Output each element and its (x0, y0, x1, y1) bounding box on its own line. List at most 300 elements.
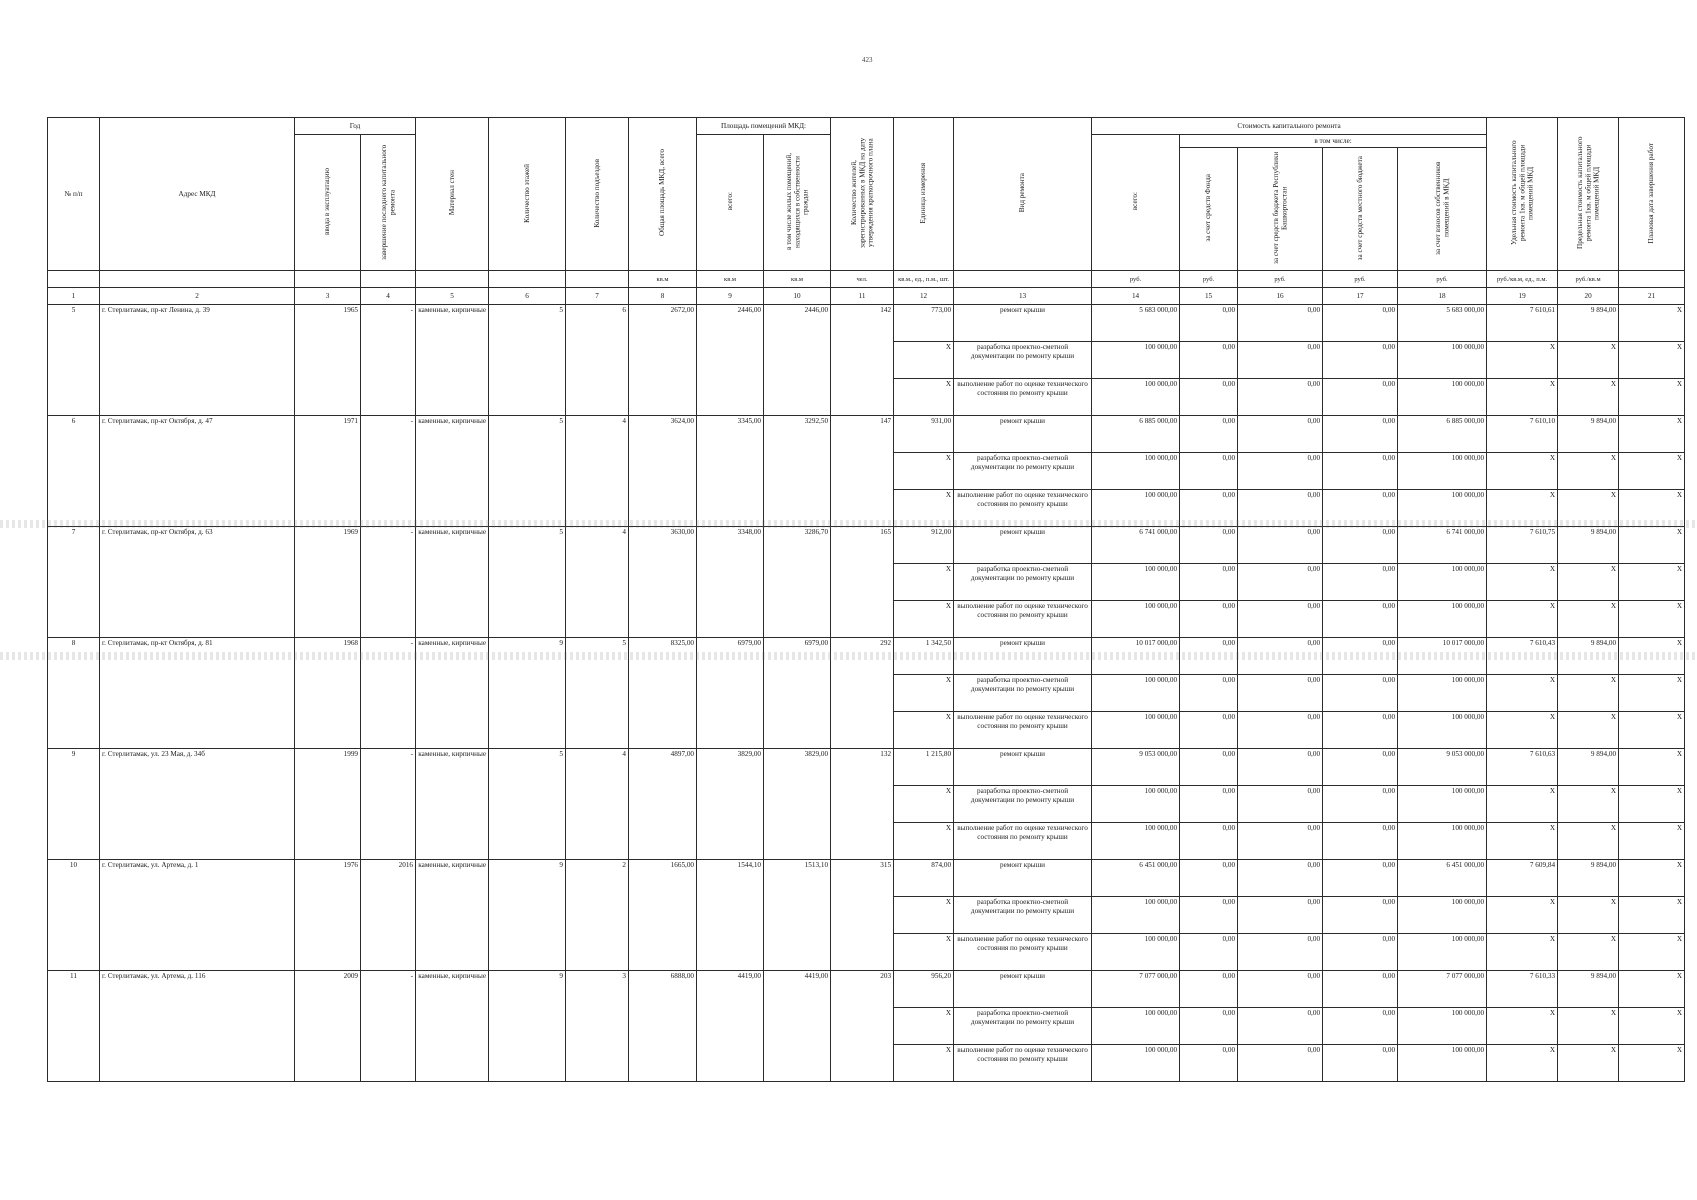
repair-type-cell: выполнение работ по оценке технического состояния по ремонту крыши (954, 379, 1092, 416)
cost-total-cell: 9 053 000,00 (1092, 749, 1180, 786)
max-cost-cell: X (1558, 564, 1619, 601)
cost-republic-cell: 0,00 (1238, 601, 1323, 638)
cost-local-cell: 0,00 (1323, 416, 1398, 453)
unit-cost-cell: 7 610,63 (1487, 749, 1558, 786)
unit-cell: кв.м., ед., п.м., шт. (894, 271, 954, 288)
quantity-cell: X (894, 601, 954, 638)
cost-fund-cell: 0,00 (1180, 416, 1238, 453)
header-cost-total: всего: (1092, 135, 1180, 271)
cost-republic-cell: 0,00 (1238, 527, 1323, 564)
cost-republic-cell: 0,00 (1238, 897, 1323, 934)
cost-republic-cell: 0,00 (1238, 823, 1323, 860)
unit-cell: кв.м (697, 271, 764, 288)
cost-local-cell: 0,00 (1323, 823, 1398, 860)
header-floors: Количество этажей (489, 118, 566, 271)
cost-owners-cell: 100 000,00 (1398, 712, 1487, 749)
header-wall-material: Материал стен (416, 118, 489, 271)
area-all-cell: 6979,00 (697, 638, 764, 749)
address-cell: г. Стерлитамак, ул. 23 Мая, д. 34б (100, 749, 295, 860)
address-cell: г. Стерлитамак, пр-кт Ленина, д. 39 (100, 305, 295, 416)
area-residential-cell: 6979,00 (764, 638, 831, 749)
cost-total-cell: 100 000,00 (1092, 934, 1180, 971)
cost-total-cell: 100 000,00 (1092, 490, 1180, 527)
quantity-cell: X (894, 564, 954, 601)
area-residential-cell: 3292,50 (764, 416, 831, 527)
max-cost-cell: X (1558, 823, 1619, 860)
cost-local-cell: 0,00 (1323, 490, 1398, 527)
quantity-cell: 912,00 (894, 527, 954, 564)
residents-cell: 203 (831, 971, 894, 1082)
deadline-cell: X (1619, 342, 1685, 379)
max-cost-cell: 9 894,00 (1558, 305, 1619, 342)
cost-republic-cell: 0,00 (1238, 712, 1323, 749)
column-number-cell: 3 (295, 288, 361, 305)
cost-fund-cell: 0,00 (1180, 823, 1238, 860)
cost-republic-cell: 0,00 (1238, 971, 1323, 1008)
header-deadline: Плановая дата завершения работ (1619, 118, 1685, 271)
cost-total-cell: 100 000,00 (1092, 1008, 1180, 1045)
cost-fund-cell: 0,00 (1180, 897, 1238, 934)
address-cell: г. Стерлитамак, ул. Артема, д. 1 (100, 860, 295, 971)
deadline-cell: X (1619, 601, 1685, 638)
total-area-cell: 1665,00 (629, 860, 697, 971)
cost-local-cell: 0,00 (1323, 786, 1398, 823)
deadline-cell: X (1619, 305, 1685, 342)
table-row (48, 860, 1685, 897)
column-number-cell: 15 (1180, 288, 1238, 305)
area-all-cell: 1544,10 (697, 860, 764, 971)
repair-type-cell: ремонт крыши (954, 860, 1092, 897)
cost-total-cell: 100 000,00 (1092, 453, 1180, 490)
unit-cost-cell: X (1487, 1008, 1558, 1045)
deadline-cell: X (1619, 971, 1685, 1008)
wall-material-cell: каменные, кирпичные (416, 638, 489, 749)
quantity-cell: X (894, 379, 954, 416)
cost-local-cell: 0,00 (1323, 638, 1398, 675)
floors-cell: 5 (489, 527, 566, 638)
cost-fund-cell: 0,00 (1180, 564, 1238, 601)
row-number: 5 (48, 305, 100, 416)
cost-republic-cell: 0,00 (1238, 453, 1323, 490)
header-cost-fund: за счет средств Фонда (1180, 148, 1238, 271)
unit-cell: руб. (1092, 271, 1180, 288)
max-cost-cell: X (1558, 453, 1619, 490)
header-max-cost: Предельная стоимость капитального ремонта 1кв. м общей площади помещений МКД (1558, 118, 1619, 271)
header-units: Единица измерения (894, 118, 954, 271)
cost-local-cell: 0,00 (1323, 305, 1398, 342)
unit-cell: руб./кв.м (1558, 271, 1619, 288)
table-row (48, 971, 1685, 1008)
max-cost-cell: X (1558, 342, 1619, 379)
cost-total-cell: 100 000,00 (1092, 379, 1180, 416)
total-area-cell: 6888,00 (629, 971, 697, 1082)
unit-cell: руб. (1398, 271, 1487, 288)
column-number-cell: 4 (361, 288, 416, 305)
cost-fund-cell: 0,00 (1180, 786, 1238, 823)
residents-cell: 142 (831, 305, 894, 416)
repair-type-cell: выполнение работ по оценке технического состояния по ремонту крыши (954, 934, 1092, 971)
total-area-cell: 8325,00 (629, 638, 697, 749)
cost-total-cell: 6 741 000,00 (1092, 527, 1180, 564)
repair-type-cell: выполнение работ по оценке технического состояния по ремонту крыши (954, 823, 1092, 860)
cost-owners-cell: 100 000,00 (1398, 490, 1487, 527)
year-last-repair-cell: - (361, 305, 416, 416)
cost-owners-cell: 100 000,00 (1398, 379, 1487, 416)
area-all-cell: 3345,00 (697, 416, 764, 527)
cost-total-cell: 10 017 000,00 (1092, 638, 1180, 675)
column-number-cell: 19 (1487, 288, 1558, 305)
row-number: 8 (48, 638, 100, 749)
unit-cell: руб./кв.м, ед., п.м. (1487, 271, 1558, 288)
cost-republic-cell: 0,00 (1238, 860, 1323, 897)
cost-total-cell: 100 000,00 (1092, 897, 1180, 934)
cost-owners-cell: 100 000,00 (1398, 823, 1487, 860)
area-residential-cell: 4419,00 (764, 971, 831, 1082)
total-area-cell: 3630,00 (629, 527, 697, 638)
repair-type-cell: разработка проектно-сметной документации по ремонту крыши (954, 1008, 1092, 1045)
floors-cell: 9 (489, 860, 566, 971)
cost-owners-cell: 5 683 000,00 (1398, 305, 1487, 342)
unit-cost-cell: X (1487, 379, 1558, 416)
header-area-all: всего: (697, 135, 764, 271)
unit-cell (566, 271, 629, 288)
column-number-cell: 20 (1558, 288, 1619, 305)
entrances-cell: 2 (566, 860, 629, 971)
quantity-cell: X (894, 342, 954, 379)
quantity-cell: 931,00 (894, 416, 954, 453)
cost-republic-cell: 0,00 (1238, 342, 1323, 379)
cost-fund-cell: 0,00 (1180, 305, 1238, 342)
quantity-cell: 874,00 (894, 860, 954, 897)
year-commission-cell: 1968 (295, 638, 361, 749)
repair-plan-table (47, 117, 1685, 1082)
unit-cell (416, 271, 489, 288)
column-number-cell: 18 (1398, 288, 1487, 305)
cost-owners-cell: 10 017 000,00 (1398, 638, 1487, 675)
column-number-cell: 16 (1238, 288, 1323, 305)
unit-cost-cell: X (1487, 934, 1558, 971)
cost-republic-cell: 0,00 (1238, 934, 1323, 971)
cost-total-cell: 5 683 000,00 (1092, 305, 1180, 342)
unit-cell (954, 271, 1092, 288)
cost-republic-cell: 0,00 (1238, 490, 1323, 527)
entrances-cell: 3 (566, 971, 629, 1082)
max-cost-cell: X (1558, 712, 1619, 749)
total-area-cell: 3624,00 (629, 416, 697, 527)
unit-cell: чел. (831, 271, 894, 288)
repair-type-cell: выполнение работ по оценке технического состояния по ремонту крыши (954, 601, 1092, 638)
deadline-cell: X (1619, 1045, 1685, 1082)
deadline-cell: X (1619, 934, 1685, 971)
cost-fund-cell: 0,00 (1180, 1045, 1238, 1082)
cost-local-cell: 0,00 (1323, 897, 1398, 934)
quantity-cell: X (894, 786, 954, 823)
unit-cost-cell: X (1487, 564, 1558, 601)
deadline-cell: X (1619, 1008, 1685, 1045)
cost-local-cell: 0,00 (1323, 934, 1398, 971)
unit-cell (361, 271, 416, 288)
repair-type-cell: выполнение работ по оценке технического состояния по ремонту крыши (954, 1045, 1092, 1082)
cost-owners-cell: 100 000,00 (1398, 675, 1487, 712)
unit-cell: кв.м (629, 271, 697, 288)
row-number: 6 (48, 416, 100, 527)
cost-owners-cell: 100 000,00 (1398, 786, 1487, 823)
header-cost-local: за счет средств местного бюджета (1323, 148, 1398, 271)
area-all-cell: 2446,00 (697, 305, 764, 416)
cost-owners-cell: 100 000,00 (1398, 1045, 1487, 1082)
unit-cell (48, 271, 100, 288)
cost-owners-cell: 100 000,00 (1398, 1008, 1487, 1045)
year-last-repair-cell: - (361, 638, 416, 749)
repair-type-cell: ремонт крыши (954, 971, 1092, 1008)
cost-local-cell: 0,00 (1323, 601, 1398, 638)
header-address: Адрес МКД (100, 118, 295, 271)
repair-type-cell: разработка проектно-сметной документации по ремонту крыши (954, 453, 1092, 490)
wall-material-cell: каменные, кирпичные (416, 305, 489, 416)
quantity-cell: X (894, 934, 954, 971)
cost-fund-cell: 0,00 (1180, 712, 1238, 749)
deadline-cell: X (1619, 823, 1685, 860)
cost-owners-cell: 100 000,00 (1398, 564, 1487, 601)
residents-cell: 132 (831, 749, 894, 860)
entrances-cell: 4 (566, 527, 629, 638)
max-cost-cell: 9 894,00 (1558, 749, 1619, 786)
unit-cost-cell: 7 610,33 (1487, 971, 1558, 1008)
cost-republic-cell: 0,00 (1238, 1008, 1323, 1045)
deadline-cell: X (1619, 416, 1685, 453)
area-all-cell: 4419,00 (697, 971, 764, 1082)
cost-fund-cell: 0,00 (1180, 490, 1238, 527)
total-area-cell: 4897,00 (629, 749, 697, 860)
max-cost-cell: X (1558, 897, 1619, 934)
cost-local-cell: 0,00 (1323, 675, 1398, 712)
max-cost-cell: X (1558, 601, 1619, 638)
quantity-cell: 1 342,50 (894, 638, 954, 675)
max-cost-cell: 9 894,00 (1558, 527, 1619, 564)
unit-cell (489, 271, 566, 288)
wall-material-cell: каменные, кирпичные (416, 860, 489, 971)
unit-cell (295, 271, 361, 288)
floors-cell: 9 (489, 638, 566, 749)
deadline-cell: X (1619, 675, 1685, 712)
cost-local-cell: 0,00 (1323, 749, 1398, 786)
deadline-cell: X (1619, 527, 1685, 564)
column-number-cell: 1 (48, 288, 100, 305)
cost-fund-cell: 0,00 (1180, 860, 1238, 897)
cost-local-cell: 0,00 (1323, 971, 1398, 1008)
repair-type-cell: ремонт крыши (954, 416, 1092, 453)
max-cost-cell: 9 894,00 (1558, 860, 1619, 897)
cost-local-cell: 0,00 (1323, 1045, 1398, 1082)
column-number-cell: 21 (1619, 288, 1685, 305)
cost-owners-cell: 9 053 000,00 (1398, 749, 1487, 786)
year-commission-cell: 1969 (295, 527, 361, 638)
unit-cost-cell: X (1487, 342, 1558, 379)
header-num: № п/п (48, 118, 100, 271)
floors-cell: 5 (489, 305, 566, 416)
entrances-cell: 5 (566, 638, 629, 749)
unit-cost-cell: 7 610,10 (1487, 416, 1558, 453)
area-residential-cell: 3286,70 (764, 527, 831, 638)
header-cost-group: Стоимость капитального ремонта (1092, 118, 1487, 135)
year-last-repair-cell: - (361, 527, 416, 638)
cost-local-cell: 0,00 (1323, 860, 1398, 897)
quantity-cell: 956,20 (894, 971, 954, 1008)
area-all-cell: 3829,00 (697, 749, 764, 860)
cost-owners-cell: 100 000,00 (1398, 453, 1487, 490)
residents-cell: 147 (831, 416, 894, 527)
cost-fund-cell: 0,00 (1180, 749, 1238, 786)
header-unit-cost: Удельная стоимость капитального ремонта 1кв. м общей площади помещений МКД (1487, 118, 1558, 271)
max-cost-cell: X (1558, 1045, 1619, 1082)
wall-material-cell: каменные, кирпичные (416, 749, 489, 860)
page-number: 423 (862, 56, 873, 64)
column-number-row (48, 288, 1685, 305)
area-residential-cell: 3829,00 (764, 749, 831, 860)
entrances-cell: 4 (566, 416, 629, 527)
cost-owners-cell: 6 451 000,00 (1398, 860, 1487, 897)
cost-total-cell: 100 000,00 (1092, 712, 1180, 749)
unit-cost-cell: X (1487, 453, 1558, 490)
unit-cost-cell: X (1487, 786, 1558, 823)
max-cost-cell: X (1558, 490, 1619, 527)
quantity-cell: X (894, 1008, 954, 1045)
deadline-cell: X (1619, 749, 1685, 786)
quantity-cell: X (894, 712, 954, 749)
column-number-cell: 9 (697, 288, 764, 305)
cost-republic-cell: 0,00 (1238, 1045, 1323, 1082)
residents-cell: 165 (831, 527, 894, 638)
cost-republic-cell: 0,00 (1238, 675, 1323, 712)
deadline-cell: X (1619, 564, 1685, 601)
column-number-cell: 14 (1092, 288, 1180, 305)
area-residential-cell: 2446,00 (764, 305, 831, 416)
cost-total-cell: 6 451 000,00 (1092, 860, 1180, 897)
year-commission-cell: 1965 (295, 305, 361, 416)
wall-material-cell: каменные, кирпичные (416, 971, 489, 1082)
repair-type-cell: разработка проектно-сметной документации по ремонту крыши (954, 564, 1092, 601)
cost-total-cell: 6 885 000,00 (1092, 416, 1180, 453)
repair-type-cell: разработка проектно-сметной документации по ремонту крыши (954, 897, 1092, 934)
column-number-cell: 10 (764, 288, 831, 305)
year-commission-cell: 1976 (295, 860, 361, 971)
cost-fund-cell: 0,00 (1180, 638, 1238, 675)
cost-local-cell: 0,00 (1323, 342, 1398, 379)
year-last-repair-cell: - (361, 971, 416, 1082)
repair-type-cell: разработка проектно-сметной документации по ремонту крыши (954, 786, 1092, 823)
year-last-repair-cell: 2016 (361, 860, 416, 971)
units-row (48, 271, 1685, 288)
header-area-group: Площадь помещений МКД: (697, 118, 831, 135)
cost-republic-cell: 0,00 (1238, 638, 1323, 675)
max-cost-cell: 9 894,00 (1558, 416, 1619, 453)
unit-cost-cell: 7 610,61 (1487, 305, 1558, 342)
cost-total-cell: 100 000,00 (1092, 1045, 1180, 1082)
table-header (48, 118, 1685, 305)
cost-owners-cell: 100 000,00 (1398, 897, 1487, 934)
repair-type-cell: ремонт крыши (954, 749, 1092, 786)
cost-total-cell: 100 000,00 (1092, 564, 1180, 601)
row-number: 7 (48, 527, 100, 638)
cost-republic-cell: 0,00 (1238, 786, 1323, 823)
entrances-cell: 4 (566, 749, 629, 860)
column-number-cell: 11 (831, 288, 894, 305)
deadline-cell: X (1619, 379, 1685, 416)
cost-fund-cell: 0,00 (1180, 601, 1238, 638)
column-number-cell: 17 (1323, 288, 1398, 305)
header-repair-type: Вид ремонта (954, 118, 1092, 271)
unit-cost-cell: X (1487, 490, 1558, 527)
area-residential-cell: 1513,10 (764, 860, 831, 971)
repair-type-cell: ремонт крыши (954, 305, 1092, 342)
unit-cost-cell: X (1487, 601, 1558, 638)
unit-cell: руб. (1238, 271, 1323, 288)
address-cell: г. Стерлитамак, ул. Артема, д. 116 (100, 971, 295, 1082)
cost-local-cell: 0,00 (1323, 453, 1398, 490)
year-commission-cell: 2009 (295, 971, 361, 1082)
cost-total-cell: 100 000,00 (1092, 823, 1180, 860)
floors-cell: 5 (489, 416, 566, 527)
column-number-cell: 2 (100, 288, 295, 305)
cost-fund-cell: 0,00 (1180, 934, 1238, 971)
unit-cost-cell: 7 610,43 (1487, 638, 1558, 675)
floors-cell: 9 (489, 971, 566, 1082)
unit-cost-cell: 7 609,84 (1487, 860, 1558, 897)
quantity-cell: X (894, 490, 954, 527)
header-year-last-repair: завершение последнего капитального ремонта (361, 135, 416, 271)
column-number-cell: 6 (489, 288, 566, 305)
repair-type-cell: разработка проектно-сметной документации по ремонту крыши (954, 342, 1092, 379)
cost-fund-cell: 0,00 (1180, 527, 1238, 564)
max-cost-cell: X (1558, 675, 1619, 712)
table-row (48, 305, 1685, 342)
quantity-cell: 773,00 (894, 305, 954, 342)
cost-owners-cell: 100 000,00 (1398, 342, 1487, 379)
table-row (48, 638, 1685, 675)
year-last-repair-cell: - (361, 416, 416, 527)
year-commission-cell: 1999 (295, 749, 361, 860)
quantity-cell: X (894, 1045, 954, 1082)
unit-cost-cell: X (1487, 712, 1558, 749)
column-number-cell: 12 (894, 288, 954, 305)
deadline-cell: X (1619, 860, 1685, 897)
cost-total-cell: 100 000,00 (1092, 601, 1180, 638)
max-cost-cell: 9 894,00 (1558, 971, 1619, 1008)
repair-type-cell: ремонт крыши (954, 638, 1092, 675)
cost-republic-cell: 0,00 (1238, 749, 1323, 786)
max-cost-cell: X (1558, 1008, 1619, 1045)
cost-owners-cell: 6 741 000,00 (1398, 527, 1487, 564)
row-number: 9 (48, 749, 100, 860)
table-row (48, 416, 1685, 453)
cost-total-cell: 100 000,00 (1092, 342, 1180, 379)
deadline-cell: X (1619, 786, 1685, 823)
cost-owners-cell: 7 077 000,00 (1398, 971, 1487, 1008)
cost-fund-cell: 0,00 (1180, 379, 1238, 416)
header-cost-owners: за счет взносов собственников помещений в МКД (1398, 148, 1487, 271)
max-cost-cell: X (1558, 379, 1619, 416)
column-number-cell: 5 (416, 288, 489, 305)
cost-republic-cell: 0,00 (1238, 305, 1323, 342)
header-cost-republic: за счет средств бюджета Республики Башкортостан (1238, 148, 1323, 271)
header-area-residential: в том числе жилых помещений, находящихся в собственности граждан (764, 135, 831, 271)
cost-local-cell: 0,00 (1323, 379, 1398, 416)
address-cell: г. Стерлитамак, пр-кт Октября, д. 81 (100, 638, 295, 749)
unit-cell (1619, 271, 1685, 288)
cost-republic-cell: 0,00 (1238, 416, 1323, 453)
repair-type-cell: выполнение работ по оценке технического состояния по ремонту крыши (954, 712, 1092, 749)
unit-cell (100, 271, 295, 288)
